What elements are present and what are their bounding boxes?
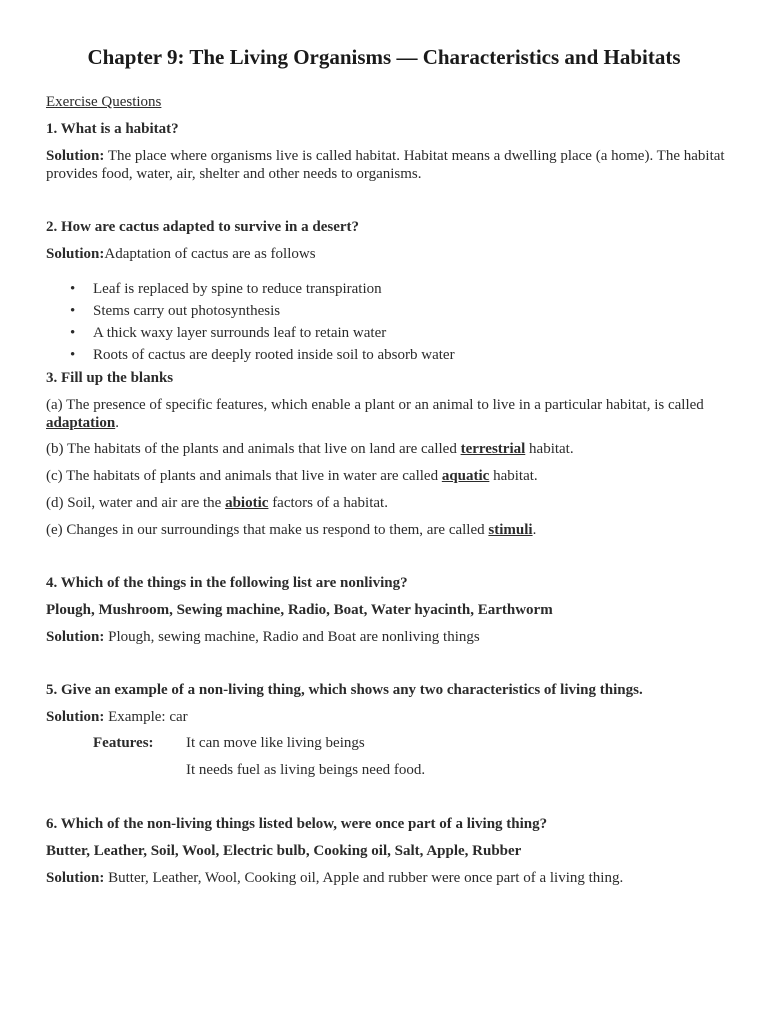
blank-a: [46, 396, 722, 432]
blank-e-answer: stimuli: [488, 522, 533, 538]
question-1: 1. What is a habitat?: [46, 121, 179, 137]
blank-d: [46, 494, 726, 512]
section-heading: Exercise Questions: [46, 94, 162, 110]
blank-a-text: (a) The presence of specific features, which enable a plant or an animal to live in a particular habitat, is called: [46, 397, 704, 413]
solution-5: [46, 708, 726, 726]
solution-label: Solution:: [46, 246, 105, 262]
blank-d-text: (d) Soil, water and air are the: [46, 495, 226, 511]
solution-2: [46, 245, 726, 263]
solution-4: [46, 628, 726, 646]
question-6: 6. Which of the non-living things listed below, were once part of a living thing?: [46, 816, 548, 832]
blank-b-answer: terrestrial: [460, 441, 526, 457]
question-2: 2. How are cactus adapted to survive in a desert?: [46, 219, 360, 235]
blank-e: [46, 521, 726, 539]
list-item: • A thick waxy layer surrounds leaf to retain water: [46, 324, 706, 346]
solution-6: [46, 869, 726, 887]
list-item: • Stems carry out photosynthesis: [46, 302, 706, 324]
feature-2: It needs fuel as living beings need food.: [186, 762, 426, 778]
solution-1: [46, 147, 726, 183]
list-item: • Leaf is replaced by spine to reduce transpiration: [46, 280, 706, 302]
question-6-list: Butter, Leather, Soil, Wool, Electric bulb, Cooking oil, Salt, Apple, Rubber: [46, 843, 522, 859]
question-5: 5. Give an example of a non-living thing, which shows any two characteristics of living things.: [46, 682, 643, 698]
blank-e-text: (e) Changes in our surroundings that make us respond to them, are called: [46, 522, 489, 538]
blank-b-end: habitat.: [525, 441, 574, 457]
solution-1-text: The place where organisms live is called habitat. Habitat means a dwelling place (a home). The habitat provides food, water, air, shelter and other needs to organisms.: [46, 148, 725, 182]
blank-b-text: (b) The habitats of the plants and animals that live on land are called: [46, 441, 461, 457]
blank-b: [46, 440, 726, 458]
page-title: Chapter 9: The Living Organisms — Characteristics and Habitats: [87, 45, 681, 69]
question-3: 3. Fill up the blanks: [46, 370, 174, 386]
blank-c: [46, 467, 726, 485]
solution-6-text: Butter, Leather, Wool, Cooking oil, Apple and rubber were once part of a living thing.: [104, 870, 624, 886]
solution-4-text: Plough, sewing machine, Radio and Boat are nonliving things: [104, 629, 480, 645]
blank-d-answer: abiotic: [225, 495, 269, 511]
list-item: • Roots of cactus are deeply rooted inside soil to absorb water: [46, 346, 706, 368]
blank-c-end: habitat.: [489, 468, 538, 484]
question-4: 4. Which of the things in the following list are nonliving?: [46, 575, 408, 591]
blank-d-end: factors of a habitat.: [268, 495, 388, 511]
solution-label: Solution:: [46, 629, 105, 645]
blank-c-text: (c) The habitats of plants and animals that live in water are called: [46, 468, 442, 484]
cactus-adaptations-list: [46, 280, 706, 368]
solution-label: Solution:: [46, 709, 105, 725]
blank-c-answer: aquatic: [441, 468, 490, 484]
blank-a-answer: adaptation: [46, 415, 116, 431]
blank-e-end: .: [532, 522, 537, 538]
feature-1: It can move like living beings: [186, 735, 365, 751]
question-4-list: Plough, Mushroom, Sewing machine, Radio, Boat, Water hyacinth, Earthworm: [46, 602, 553, 618]
features-label: Features:: [93, 735, 154, 751]
solution-label: Solution:: [46, 870, 105, 886]
solution-label: Solution:: [46, 148, 105, 164]
solution-5-text: Example: car: [104, 709, 188, 725]
solution-2-text: Adaptation of cactus are as follows: [104, 246, 316, 262]
blank-a-end: .: [115, 415, 119, 431]
